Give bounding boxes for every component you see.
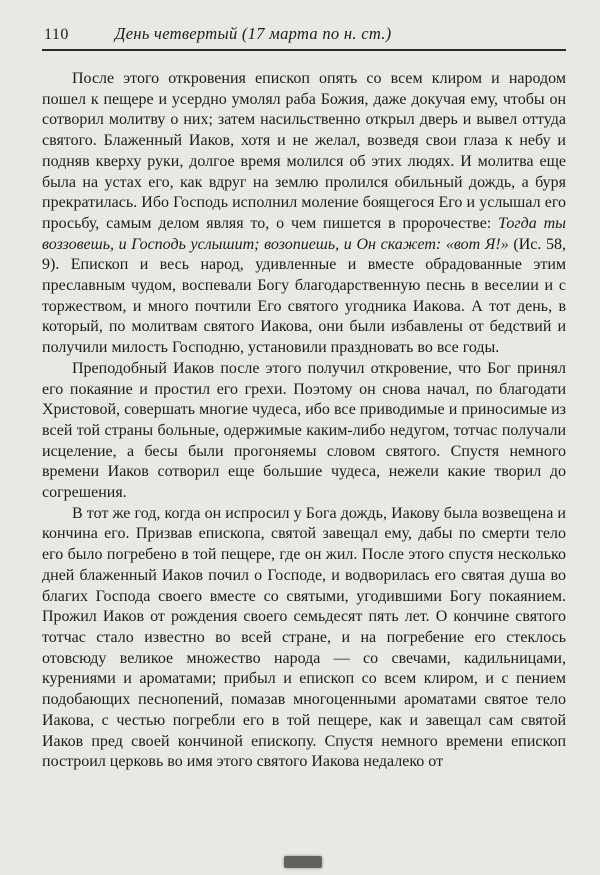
paragraph-text: (Ис. 58, 9). Епископ и весь народ, удивленные и вместе обрадованные этим преславным чудом, воспевали Богу благодарственную песнь в веселии и с торжеством, и много почтили Его святого угодника Иакова. А тот день, в который, по молитвам святого Иакова, они были избавлены от бедствий и получили милость Господню, установили праздновать во все годы. xyxy=(42,235,567,357)
paragraph xyxy=(42,69,566,359)
scan-artifact xyxy=(284,856,322,868)
paragraph: Преподобный Иаков после этого получил откровение, что Бог принял его покаяние и простил его грехи. Поэтому он снова начал, по благодати Христовой, совершать многие чудеса, ибо все приводимые и приносимые из всей той страны больные, одержимые каким-либо недугом, тотчас получали исцеление, а бесы были прогоняемы словом святого. Спустя немного времени Иаков сотворил еще большие чудеса, нежели какие творил до согрешения. xyxy=(42,359,566,502)
chapter-header: День четвертый (17 марта по н. ст.) xyxy=(114,24,392,43)
paragraph-text: После этого откровения епископ опять со всем клиром и народом пошел к пещере и усердно умолял раба Божия, даже докучая ему, чтобы он сотворил молитву о них; затем насильственно открыл дверь и вывел оттуда святого. Блаженный Иаков, хотя и не желал, возведя свои глаза к небу и подняв кверху руки, долгое время молился об этих людях. И молитва еще была на устах его, как вдруг на землю пролился обильный дождь, а буря прекратилась. Ибо Господь исполнил моление боящегося Его и услышал его просьбу, самым делом являя то, о чем пишется в пророчестве: xyxy=(42,70,566,232)
page-number: 110 xyxy=(44,26,69,43)
scripture-quote: Тогда ты воззовешь, и Господь услышит; возопиешь, и Он скажет: «вот Я!» xyxy=(42,214,566,253)
paragraph: В тот же год, когда он испросил у Бога дождь, Иакову была возвещена и кончина его. Призвав епископа, святой завещал ему, дабы по смерти тело его было погребено в той пещере, где он жил. После этого спустя несколько дней блаженный Иаков почил о Господе, и водворилась его святая душа во благих Господа своего вместе со святыми, угодившими Богу покаянием. Прожил Иаков от рождения своего семьдесят пять лет. О кончине святого тотчас стало известно во всей стране, и на погребение его стеклось отовсюду великое множество народа — со свечами, кадильницами, курениями и ароматами; прибыл и епископ со всем клиром, и с пением подобающих песнопений, помазав многоценными ароматами святое тело Иакова, с честью погребли его в той пещере, как и завещал сам святой Иаков пред своей кончиной епископу. Спустя немного времени епископ построил церковь во имя этого святого Иакова недалеко от xyxy=(42,504,566,771)
body-text xyxy=(0,51,600,773)
running-header xyxy=(0,0,600,44)
